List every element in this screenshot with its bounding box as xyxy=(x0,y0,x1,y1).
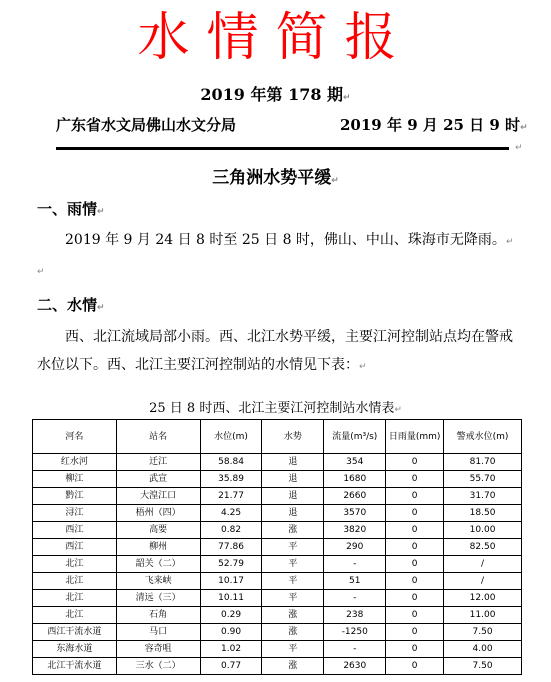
table-cell: 退 xyxy=(262,505,324,522)
table-cell: 0 xyxy=(386,505,444,522)
table-cell: 1680 xyxy=(324,471,386,488)
table-row xyxy=(33,454,522,471)
table-cell: 西江 xyxy=(33,522,117,539)
table-cell: 0 xyxy=(386,658,444,675)
table-cell: 0 xyxy=(386,522,444,539)
table-cell: 0.82 xyxy=(200,522,262,539)
table-cell: 4.25 xyxy=(200,505,262,522)
header-cell: 站名 xyxy=(116,420,200,454)
table-cell: 退 xyxy=(262,471,324,488)
table-cell: 清远（三） xyxy=(116,590,200,607)
publisher-name: 广东省水文局佛山水文分局 xyxy=(56,116,237,134)
table-cell: 10.00 xyxy=(444,522,522,539)
table-cell: 12.00 xyxy=(444,590,522,607)
table-cell: 81.70 xyxy=(444,454,522,471)
table-cell: 平 xyxy=(262,573,324,590)
table-cell: 7.50 xyxy=(444,658,522,675)
table-cell: 浔江 xyxy=(33,505,117,522)
table-cell: 北江 xyxy=(33,573,117,590)
table-cell: 18.50 xyxy=(444,505,522,522)
table-row xyxy=(33,590,522,607)
table-cell: 11.00 xyxy=(444,607,522,624)
table-caption: 25 日 8 时西、北江主要江河控制站水情表↵ xyxy=(149,401,402,416)
table-row xyxy=(33,573,522,590)
table-cell: 涨 xyxy=(262,522,324,539)
table-cell: 退 xyxy=(262,454,324,471)
header-cell: 水位(m) xyxy=(200,420,262,454)
table-cell: 3820 xyxy=(324,522,386,539)
paragraph-mark-icon: ↵ xyxy=(97,207,105,217)
table-cell: 0 xyxy=(386,607,444,624)
table-cell: 马口 xyxy=(116,624,200,641)
water-status-table xyxy=(32,419,522,675)
table-cell: 0 xyxy=(386,556,444,573)
table-cell: 7.50 xyxy=(444,624,522,641)
table-cell: 3570 xyxy=(324,505,386,522)
table-cell: 北江 xyxy=(33,607,117,624)
water-paragraph: 西、北江流域局部小雨。西、北江水势平缓，主要江河控制站点均在警戒水位以下。西、北江主要江河控制站的水情见下表：↵ xyxy=(37,329,513,373)
table-cell: - xyxy=(324,590,386,607)
table-row xyxy=(33,539,522,556)
table-body xyxy=(33,454,522,675)
table-cell: 82.50 xyxy=(444,539,522,556)
table-cell: 涨 xyxy=(262,624,324,641)
table-cell: 2660 xyxy=(324,488,386,505)
report-date: 2019 年 9 月 25 日 9 时↵ xyxy=(340,116,528,134)
table-cell: 58.84 xyxy=(200,454,262,471)
paragraph-mark-icon: ↵ xyxy=(505,237,514,247)
table-cell: 平 xyxy=(262,539,324,556)
table-cell: 0 xyxy=(386,590,444,607)
table-cell: 涨 xyxy=(262,607,324,624)
paragraph-mark-icon: ↵ xyxy=(394,405,402,415)
table-cell: / xyxy=(444,573,522,590)
table-cell: 1.02 xyxy=(200,641,262,658)
header-divider xyxy=(56,147,509,150)
table-cell: 涨 xyxy=(262,658,324,675)
table-cell: 红水河 xyxy=(33,454,117,471)
table-cell: 51 xyxy=(324,573,386,590)
table-cell: 0 xyxy=(386,488,444,505)
header-cell: 流量(m³/s) xyxy=(324,420,386,454)
table-cell: 北江 xyxy=(33,590,117,607)
table-cell: 平 xyxy=(262,556,324,573)
table-row xyxy=(33,624,522,641)
table-cell: 55.70 xyxy=(444,471,522,488)
table-cell: 0 xyxy=(386,641,444,658)
table-cell: 4.00 xyxy=(444,641,522,658)
table-cell: 0 xyxy=(386,624,444,641)
table-row xyxy=(33,556,522,573)
table-cell: 238 xyxy=(324,607,386,624)
table-cell: - xyxy=(324,641,386,658)
paragraph-mark-icon: ↵ xyxy=(520,123,528,133)
table-cell: 北江 xyxy=(33,556,117,573)
table-cell: - xyxy=(324,556,386,573)
table-cell: 韶关（二） xyxy=(116,556,200,573)
table-cell: 0 xyxy=(386,539,444,556)
table-cell: 21.77 xyxy=(200,488,262,505)
header-cell: 河名 xyxy=(33,420,117,454)
header-cell: 日雨量(mm) xyxy=(386,420,444,454)
paragraph-mark-icon: ↵ xyxy=(515,143,523,153)
table-cell: 0 xyxy=(386,454,444,471)
paragraph-mark-icon: ↵ xyxy=(37,267,45,277)
paragraph-mark-icon: ↵ xyxy=(331,176,339,186)
section-title-rain: 一、雨情↵ xyxy=(37,200,105,218)
table-cell: 三水（二） xyxy=(116,658,200,675)
table-cell: 北江干流水道 xyxy=(33,658,117,675)
table-cell: 0.29 xyxy=(200,607,262,624)
rain-paragraph: 2019 年 9 月 24 日 8 时至 25 日 8 时，佛山、中山、珠海市无降雨。↵ xyxy=(65,232,514,248)
table-cell: -1250 xyxy=(324,624,386,641)
issue-number: 2019 年第 178 期↵ xyxy=(200,85,351,104)
table-row xyxy=(33,522,522,539)
table-cell: 10.11 xyxy=(200,590,262,607)
table-cell: 石角 xyxy=(116,607,200,624)
table-cell: 10.17 xyxy=(200,573,262,590)
table-cell: 柳江 xyxy=(33,471,117,488)
table-cell: 平 xyxy=(262,641,324,658)
paragraph-mark-icon: ↵ xyxy=(97,303,105,313)
table-row xyxy=(33,658,522,675)
table-cell: 西江干流水道 xyxy=(33,624,117,641)
table-header-row xyxy=(33,420,522,454)
table-cell: 柳州 xyxy=(116,539,200,556)
table-cell: 52.79 xyxy=(200,556,262,573)
table-cell: / xyxy=(444,556,522,573)
section-title-water: 二、水情↵ xyxy=(37,296,105,314)
table-cell: 大湟江口 xyxy=(116,488,200,505)
table-cell: 梧州（四） xyxy=(116,505,200,522)
table-cell: 0 xyxy=(386,573,444,590)
table-cell: 迁江 xyxy=(116,454,200,471)
table-cell: 0 xyxy=(386,471,444,488)
paragraph-mark-icon: ↵ xyxy=(343,93,351,103)
table-row xyxy=(33,505,522,522)
header-cell: 警戒水位(m) xyxy=(444,420,522,454)
table-cell: 西江 xyxy=(33,539,117,556)
table-cell: 武宣 xyxy=(116,471,200,488)
table-cell: 2630 xyxy=(324,658,386,675)
table-row xyxy=(33,471,522,488)
table-cell: 35.89 xyxy=(200,471,262,488)
masthead-title: 水情简报 xyxy=(137,8,414,68)
paragraph-mark-icon: ↵ xyxy=(359,362,367,372)
table-cell: 0.77 xyxy=(200,658,262,675)
table-cell: 高要 xyxy=(116,522,200,539)
table-row xyxy=(33,641,522,658)
table-cell: 77.86 xyxy=(200,539,262,556)
table-row xyxy=(33,607,522,624)
table-cell: 退 xyxy=(262,488,324,505)
headline: 三角洲水势平缓↵ xyxy=(212,168,339,188)
table-cell: 东海水道 xyxy=(33,641,117,658)
table-cell: 容奇咀 xyxy=(116,641,200,658)
header-cell: 水势 xyxy=(262,420,324,454)
table-cell: 0.90 xyxy=(200,624,262,641)
table-cell: 飞来峡 xyxy=(116,573,200,590)
table-cell: 354 xyxy=(324,454,386,471)
table-row xyxy=(33,488,522,505)
table-cell: 31.70 xyxy=(444,488,522,505)
table-cell: 290 xyxy=(324,539,386,556)
table-cell: 平 xyxy=(262,590,324,607)
table-cell: 黔江 xyxy=(33,488,117,505)
